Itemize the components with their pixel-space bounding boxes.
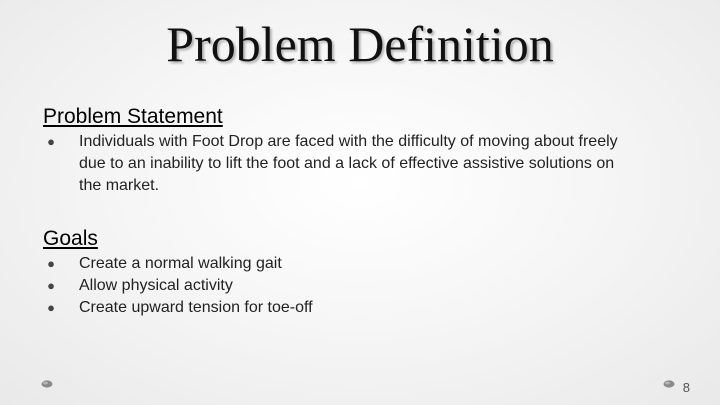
list-item bbox=[43, 275, 313, 297]
bullet-icon: ● bbox=[47, 256, 55, 271]
goals-heading: Goals bbox=[43, 227, 98, 250]
right-corner-ornament-icon bbox=[662, 379, 676, 389]
bullet-icon: ● bbox=[47, 134, 55, 149]
slide-title: Problem Definition bbox=[166, 16, 554, 72]
bullet-icon: ● bbox=[47, 300, 55, 315]
problem-statement-heading: Problem Statement bbox=[43, 105, 223, 128]
problem-statement-text: Individuals with Foot Drop are faced with the difficulty of moving about freely due to an inability to lift the foot and a lack of effective assistive solutions on the market. bbox=[79, 133, 618, 194]
list-item bbox=[43, 297, 313, 319]
list-item bbox=[43, 253, 313, 275]
goal-text: Allow physical activity bbox=[79, 277, 233, 294]
problem-statement-list bbox=[43, 131, 639, 197]
goal-text: Create upward tension for toe-off bbox=[79, 299, 313, 316]
left-corner-ornament-icon bbox=[40, 379, 54, 389]
bullet-icon: ● bbox=[47, 278, 55, 293]
goal-text: Create a normal walking gait bbox=[79, 255, 282, 272]
list-item bbox=[43, 131, 639, 197]
slide-number: 8 bbox=[682, 380, 690, 395]
goals-list bbox=[43, 253, 313, 319]
